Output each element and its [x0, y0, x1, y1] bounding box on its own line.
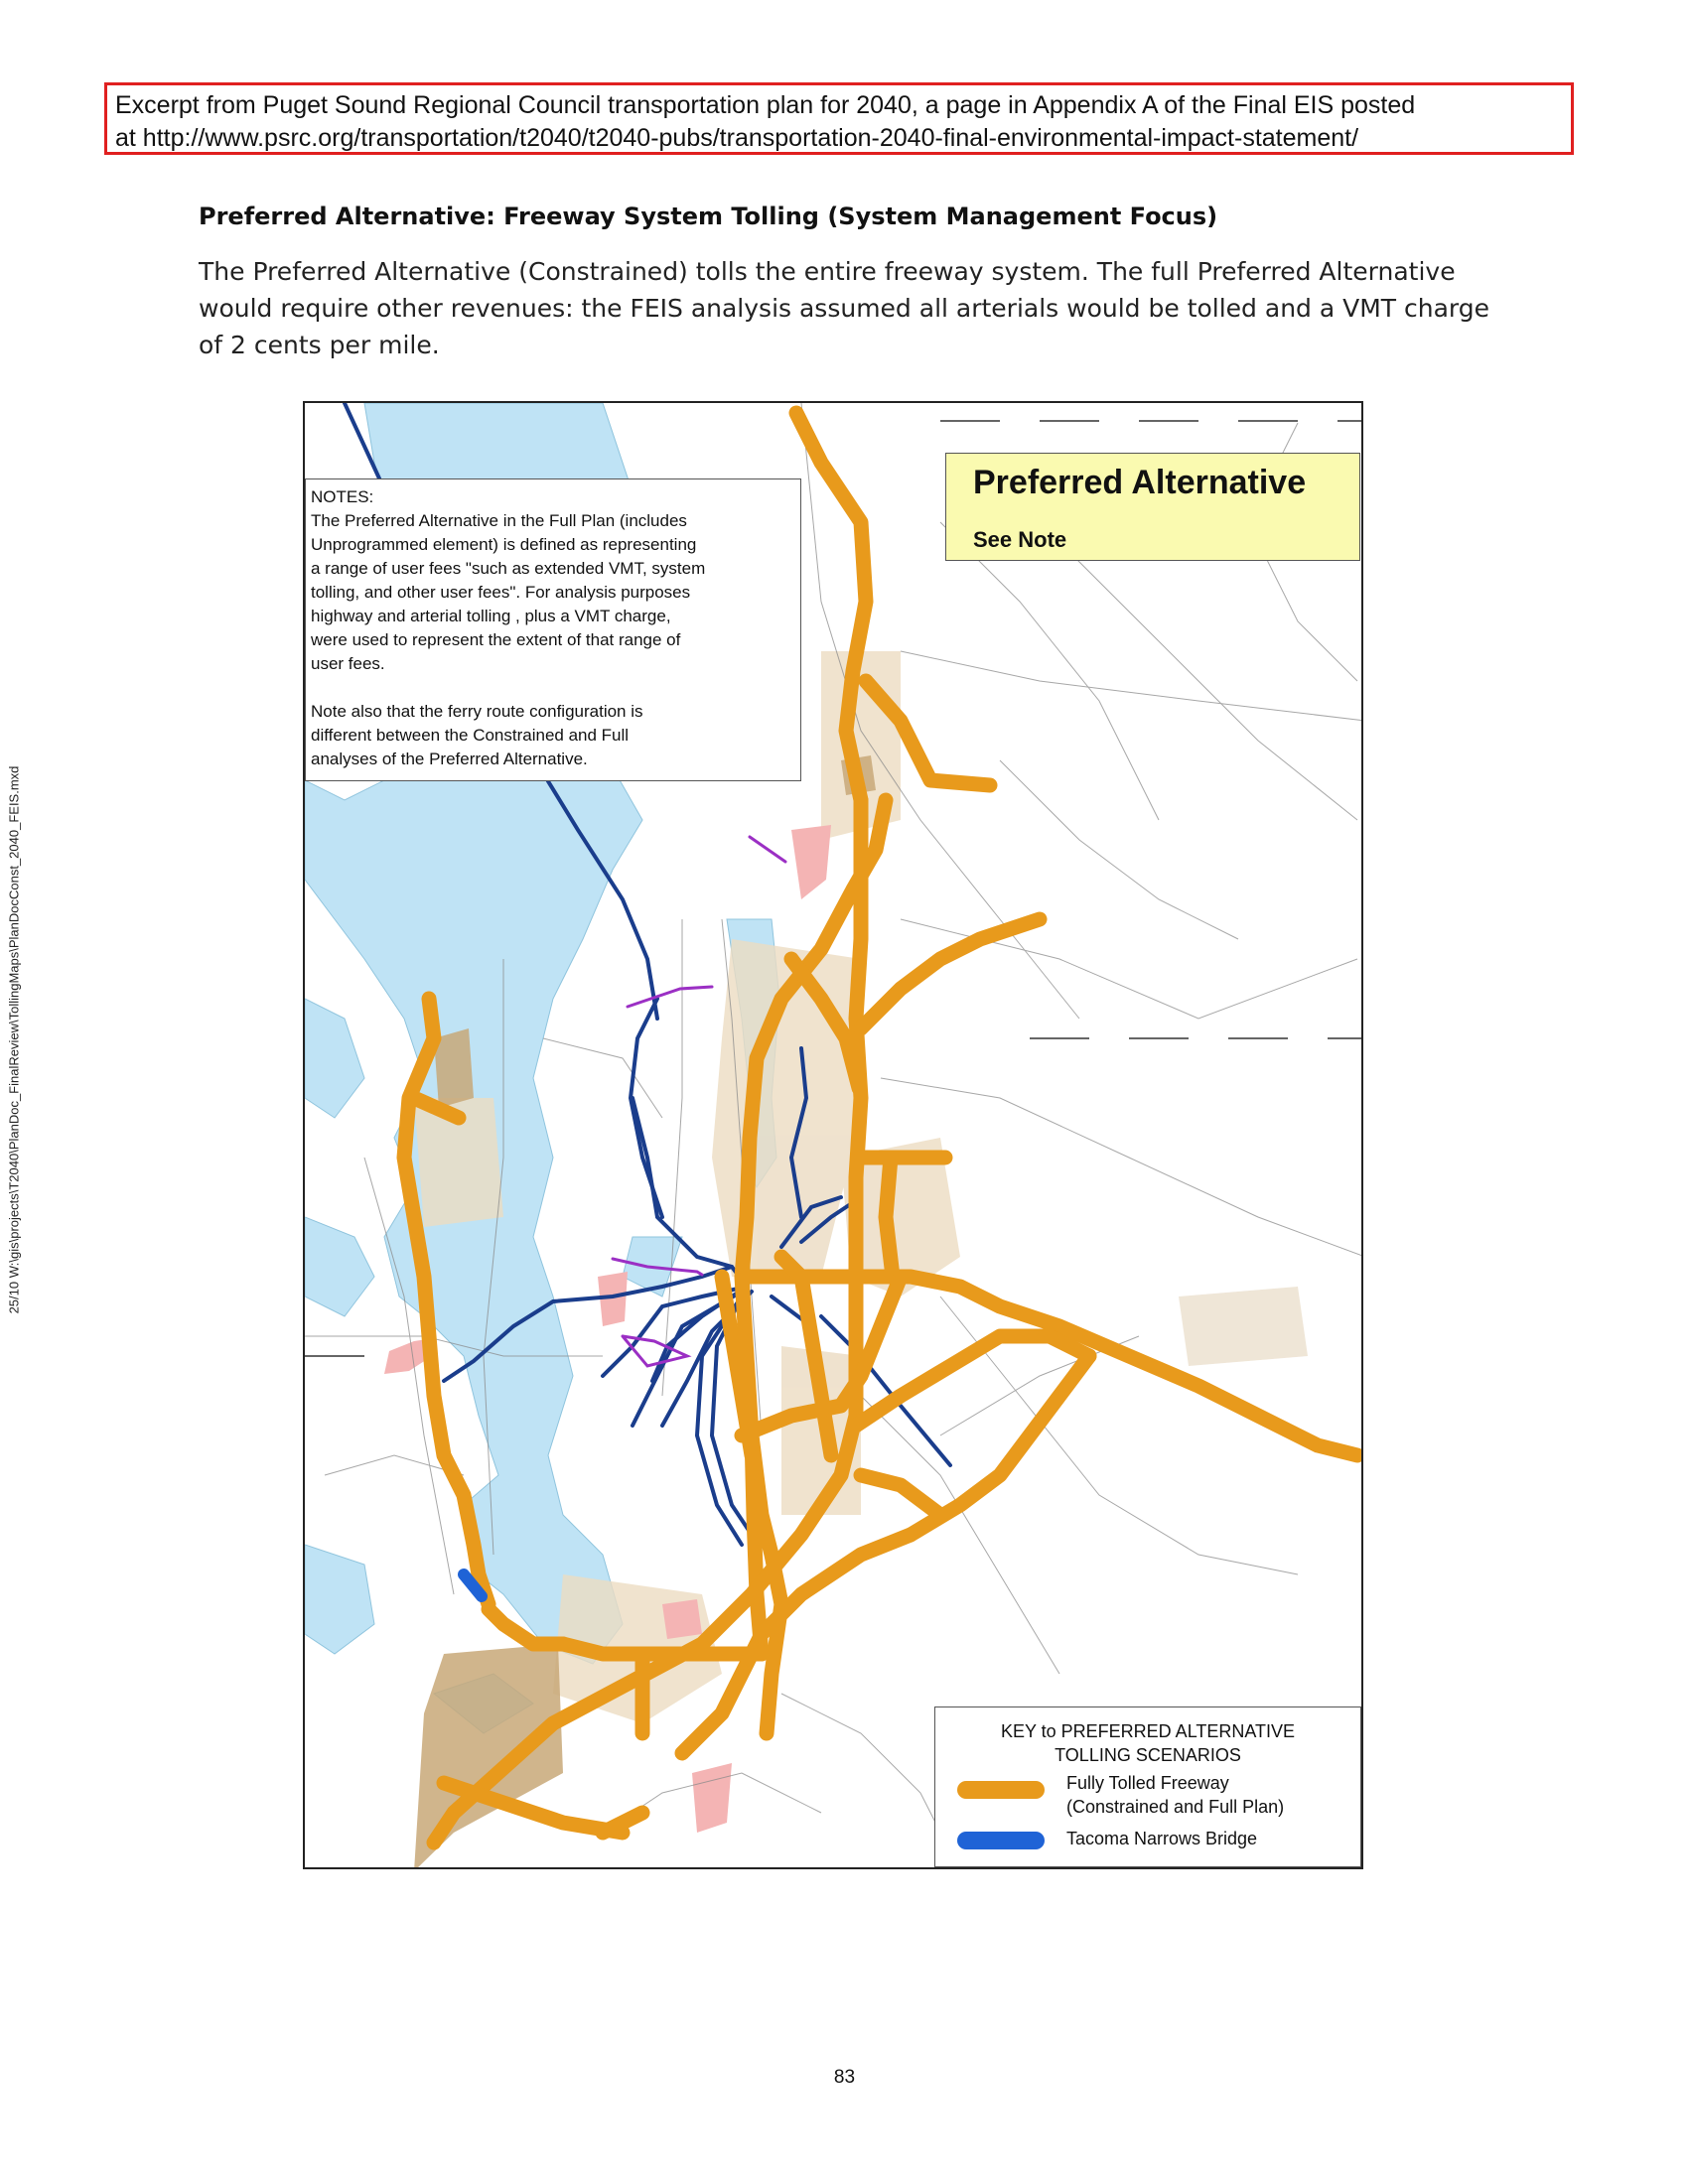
excerpt-line-1: Excerpt from Puget Sound Regional Council transportation plan for 2040, a page in Appendix A of the Final EIS posted	[115, 91, 1416, 119]
legend-swatch-bridge	[957, 1832, 1045, 1849]
legend-label-bridge: Tacoma Narrows Bridge	[1066, 1829, 1258, 1848]
map-file-path: 25/10 W:\gis\projects\T2040\PlanDoc_FinalReview\TollingMaps\PlanDocConst_2040_FEIS.mxd	[6, 765, 22, 1314]
page-number: 83	[833, 2067, 856, 2088]
notes-line: highway and arterial tolling , plus a VMT charge,	[311, 607, 671, 625]
legend-label-freeway: Fully Tolled Freeway	[1066, 1773, 1229, 1793]
notes-line: different between the Constrained and Full	[311, 726, 630, 745]
notes-spacer	[311, 676, 795, 700]
intro-paragraph	[199, 253, 1519, 363]
map-subtitle: See Note	[973, 527, 1067, 552]
paragraph-line-2: would require other revenues: the FEIS analysis assumed all arterials would be tolled and a VMT charge	[199, 294, 1490, 323]
notes-line: a range of user fees "such as extended VMT, system	[311, 559, 706, 578]
legend-title-line-1: KEY to PREFERRED ALTERNATIVE	[1000, 1721, 1296, 1741]
section-heading: Preferred Alternative: Freeway System Tolling (System Management Focus)	[199, 203, 1218, 230]
map-legend	[934, 1706, 1361, 1867]
notes-line: were used to represent the extent of that range of	[311, 630, 681, 649]
legend-swatch-freeway	[957, 1781, 1045, 1799]
excerpt-line-2: at http://www.psrc.org/transportation/t2040/t2040-pubs/transportation-2040-final-environmental-impact-statement/	[115, 124, 1359, 152]
excerpt-note-box	[104, 82, 1574, 155]
map-title-box	[945, 453, 1360, 561]
legend-label-freeway-sub: (Constrained and Full Plan)	[1066, 1797, 1285, 1817]
notes-line: NOTES:	[311, 487, 374, 506]
notes-line: The Preferred Alternative in the Full Plan (includes	[311, 511, 687, 530]
paragraph-line-3: of 2 cents per mile.	[199, 331, 440, 359]
notes-line: Note also that the ferry route configuration is	[311, 702, 643, 721]
tolling-map	[303, 401, 1363, 1869]
paragraph-line-1: The Preferred Alternative (Constrained) tolls the entire freeway system. The full Preferred Alternative	[199, 257, 1456, 286]
notes-line: Unprogrammed element) is defined as representing	[311, 535, 697, 554]
map-notes-box	[305, 478, 801, 781]
notes-line: analyses of the Preferred Alternative.	[311, 750, 588, 768]
notes-line: tolling, and other user fees". For analysis purposes	[311, 583, 691, 602]
legend-title-line-2: TOLLING SCENARIOS	[1055, 1745, 1241, 1765]
notes-line: user fees.	[311, 654, 385, 673]
map-title: Preferred Alternative	[973, 464, 1307, 501]
